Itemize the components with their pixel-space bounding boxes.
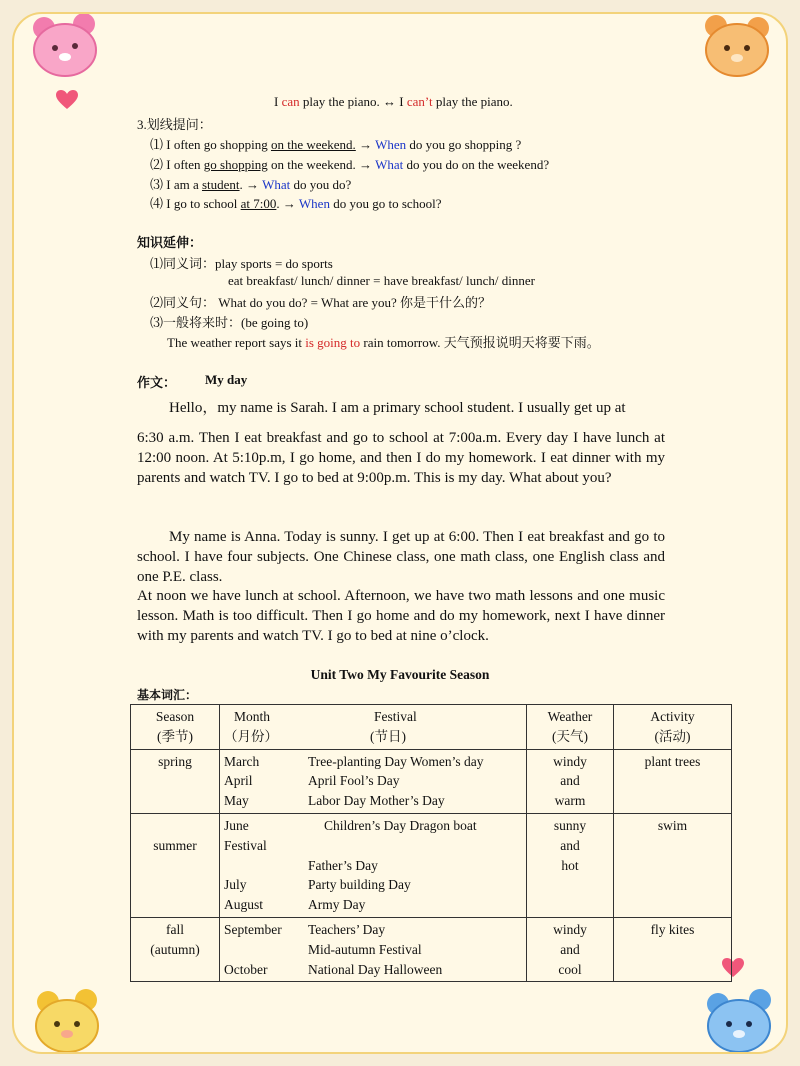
header-weather: Weather (天气) <box>527 705 614 750</box>
table-header-row <box>131 705 732 750</box>
season-cell: spring <box>131 749 220 813</box>
synonym-sentences: ⑵同义句： What do you do? = What are you? 你是干什么的？ <box>150 295 492 310</box>
heart-icon <box>56 90 78 110</box>
question-1: ⑴ I often go shopping on the weekend. → When do you go shopping ? <box>150 137 522 152</box>
yellow-bear-icon <box>30 986 104 1054</box>
table-row <box>131 749 732 813</box>
future-tense: ⑶一般将来时：(be going to) <box>150 315 309 330</box>
unit-title: Unit Two My Favourite Season <box>310 667 490 682</box>
blue-bear-icon <box>702 986 776 1054</box>
activity-cell: plant trees <box>614 749 732 813</box>
season-cell: summer <box>131 813 220 917</box>
question-3: ⑶ I am a student. → What do you do? <box>150 177 352 192</box>
month-festival-cell: March Tree-planting Day Women’s day April April Fool’s Day May Labor Day Mother’s Day <box>220 749 527 813</box>
synonym-words-2: eat breakfast/ lunch/ dinner = have breakfast/ lunch/ dinner <box>228 273 535 288</box>
table-row <box>131 917 732 981</box>
essay-paragraph-1: Hello，my name is Sarah. I am a primary school student. I usually get up at <box>169 400 626 416</box>
synonym-words: ⑴同义词：play sports = do sports <box>150 256 333 271</box>
activity-cell: swim <box>614 813 732 917</box>
extension-heading: 知识延伸： <box>137 235 203 250</box>
month-festival-cell: September Teachers’ Day Mid-autumn Festival October National Day Halloween <box>220 917 527 981</box>
month-festival-cell: June Children’s Day Dragon boat Festival Father’s Day July Party building Day August Army Day <box>220 813 527 917</box>
weather-cell: windy and warm <box>527 749 614 813</box>
header-month-festival: Month Festival （月份） (节日) <box>220 705 527 750</box>
table-row <box>131 813 732 917</box>
header-season: Season (季节) <box>131 705 220 750</box>
essay-paragraph-1-cont: 6:30 a.m. Then I eat breakfast and go to school at 7:00a.m. Every day I have lunch at 12:00 noon. At 5:10p.m, I go home, and then I do my homework. I eat dinner with my parents and watch TV. I go to bed at 9:00p.m. This is my day. What about you? <box>137 430 665 486</box>
pink-bear-icon <box>28 12 102 80</box>
header-activity: Activity (活动) <box>614 705 732 750</box>
essay-label: 作文： <box>137 375 177 390</box>
essay-paragraph-2: My name is Anna. Today is sunny. I get up at 6:00. Then I eat breakfast and go to school. I have four subjects. One Chinese class, one math class, one English class and one P.E. class. <box>137 529 665 585</box>
weather-cell: windy and cool <box>527 917 614 981</box>
orange-bear-icon <box>700 12 774 80</box>
essay-title: My day <box>205 372 248 387</box>
question-4: ⑷ I go to school at 7:00. → When do you go to school? <box>150 196 442 211</box>
essay-paragraph-3: At noon we have lunch at school. Afternoon, we have two math lessons and one music lesson. Math is too difficult. Then I go home and do my homework, next I have dinner with my parents and watch TV. I go to bed at nine o’clock. <box>137 588 665 644</box>
question-2: ⑵ I often go shopping on the weekend. → What do you do on the weekend? <box>150 157 550 172</box>
season-table <box>130 704 732 982</box>
future-tense-example: The weather report says it is going to rain tomorrow. 天气预报说明天将要下雨。 <box>167 335 600 350</box>
can-cant-line: I can play the piano. ↔ I can’t play the piano. <box>274 94 513 109</box>
question-heading: 3.划线提问： <box>137 117 212 132</box>
vocab-label: 基本词汇： <box>137 688 198 702</box>
weather-cell: sunny and hot <box>527 813 614 917</box>
season-cell: fall (autumn) <box>131 917 220 981</box>
activity-cell: fly kites <box>614 917 732 981</box>
